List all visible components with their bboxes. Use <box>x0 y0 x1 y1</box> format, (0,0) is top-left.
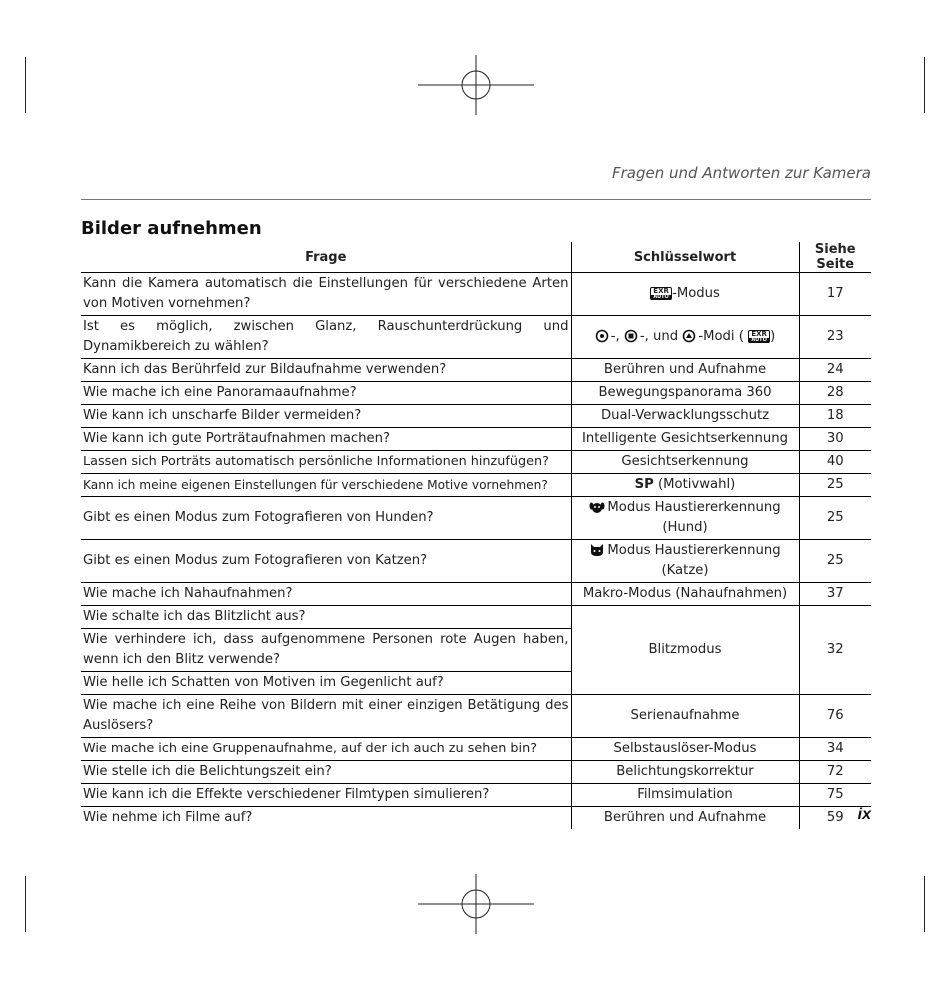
question-cell: Kann die Kamera automatisch die Einstellungen für verschiedene Arten von Motiven vornehmen? <box>81 273 571 316</box>
keyword-cell: Modus Haustiererkennung (Hund) <box>571 497 799 540</box>
page-cell: 18 <box>799 405 871 428</box>
keyword-cell: Berühren und Aufnahme <box>571 807 799 830</box>
exr-auto-icon: EXR AUTO <box>650 287 672 300</box>
question-cell: Wie stelle ich die Belichtungszeit ein? <box>81 761 571 784</box>
keyword-cell: Blitzmodus <box>571 606 799 695</box>
section-title: Bilder aufnehmen <box>81 218 262 239</box>
sp-label: SP <box>634 477 654 492</box>
table-row <box>81 784 871 807</box>
keyword-cell: Dual-Verwacklungsschutz <box>571 405 799 428</box>
resolution-mode-icon <box>595 329 609 343</box>
question-cell: Wie nehme ich Filme auf? <box>83 810 253 825</box>
page-cell: 25 <box>799 497 871 540</box>
page-cell: 23 <box>799 316 871 359</box>
table-row <box>81 474 871 497</box>
page-cell: 25 <box>799 540 871 583</box>
table-header-row <box>81 242 871 273</box>
table-row <box>81 451 871 474</box>
question-cell: Wie mache ich eine Panoramaaufnahme? <box>81 382 571 405</box>
crop-mark <box>25 57 26 113</box>
question-cell: Gibt es einen Modus zum Fotografieren von Katzen? <box>81 540 571 583</box>
question-cell: Wie verhindere ich, dass aufgenommene Personen rote Augen haben, wenn ich den Blitz verwende? <box>81 629 571 672</box>
noise-mode-icon <box>624 329 638 343</box>
registration-mark-icon <box>418 874 534 934</box>
page-cell: 40 <box>799 451 871 474</box>
table-row <box>81 382 871 405</box>
keyword-cell: -, -, und -Modi ( EXR AUTO ) <box>571 316 799 359</box>
page-cell: 24 <box>799 359 871 382</box>
table-row <box>81 540 871 583</box>
page-cell: 75 <box>799 784 871 807</box>
page-cell: 37 <box>799 583 871 606</box>
keyword-cell: Intelligente Gesichtserkennung <box>571 428 799 451</box>
question-cell: Lassen sich Porträts automatisch persönliche Informationen hinzufügen? <box>81 451 571 474</box>
question-cell: Ist es möglich, zwischen Glanz, Rauschunterdrückung und Dynamikbereich zu wählen? <box>81 316 571 359</box>
question-cell: Wie kann ich gute Porträtaufnahmen machen? <box>81 428 571 451</box>
header-rule <box>81 199 871 200</box>
table-row <box>81 316 871 359</box>
question-cell: Wie mache ich eine Gruppenaufnahme, auf der ich auch zu sehen bin? <box>81 738 571 761</box>
question-cell: Wie helle ich Schatten von Motiven im Gegenlicht auf? <box>81 672 571 695</box>
question-cell: Wie kann ich unscharfe Bilder vermeiden? <box>81 405 571 428</box>
table-row <box>81 761 871 784</box>
keyword-cell: Gesichtserkennung <box>571 451 799 474</box>
table-row <box>81 405 871 428</box>
table-row <box>81 428 871 451</box>
table-row <box>81 497 871 540</box>
column-header-page: Siehe Seite <box>799 242 871 273</box>
page-number: ix <box>857 806 871 823</box>
registration-mark-icon <box>418 55 534 115</box>
table-row <box>81 606 871 629</box>
page-cell: 34 <box>799 738 871 761</box>
question-cell: Wie kann ich die Effekte verschiedener Filmtypen simulieren? <box>81 784 571 807</box>
table-row <box>81 738 871 761</box>
table-row <box>81 807 871 830</box>
faq-table <box>81 242 871 829</box>
table-row <box>81 359 871 382</box>
keyword-cell: Modus Haustiererkennung (Katze) <box>571 540 799 583</box>
page-cell: 25 <box>799 474 871 497</box>
page-cell: 76 <box>799 695 871 738</box>
column-header-keyword: Schlüsselwort <box>571 242 799 273</box>
keyword-cell: SP (Motivwahl) <box>571 474 799 497</box>
page-cell: 28 <box>799 382 871 405</box>
page-cell: 32 <box>799 606 871 695</box>
cat-icon <box>589 543 605 557</box>
question-cell: Gibt es einen Modus zum Fotografieren von Hunden? <box>81 497 571 540</box>
dynamic-range-mode-icon <box>682 329 696 343</box>
crop-mark <box>25 876 26 932</box>
keyword-cell: EXR AUTO -Modus <box>571 273 799 316</box>
keyword-cell: Belichtungskorrektur <box>571 761 799 784</box>
table-row <box>81 695 871 738</box>
column-header-question: Frage <box>81 242 571 273</box>
table-row <box>81 583 871 606</box>
keyword-cell: Filmsimulation <box>571 784 799 807</box>
exr-auto-icon: EXR AUTO <box>748 330 770 343</box>
page-cell: 72 <box>799 761 871 784</box>
keyword-cell: Selbstauslöser-Modus <box>571 738 799 761</box>
question-cell: Wie mache ich eine Reihe von Bildern mit einer einzigen Betätigung des Auslösers? <box>81 695 571 738</box>
question-cell: Wie mache ich Nahaufnahmen? <box>81 583 571 606</box>
question-cell: Wie schalte ich das Blitzlicht aus? <box>81 606 571 629</box>
dog-icon <box>589 500 605 514</box>
keyword-cell: Berühren und Aufnahme <box>571 359 799 382</box>
running-head: Fragen und Antworten zur Kamera <box>612 164 871 182</box>
crop-mark <box>924 876 925 932</box>
question-cell: Kann ich meine eigenen Einstellungen für verschiedene Motive vornehmen? <box>81 474 571 497</box>
question-cell: Kann ich das Berührfeld zur Bildaufnahme verwenden? <box>81 359 571 382</box>
page-cell: 59 <box>799 807 871 830</box>
keyword-cell: Makro-Modus (Nahaufnahmen) <box>571 583 799 606</box>
keyword-cell: Bewegungspanorama 360 <box>571 382 799 405</box>
page-cell: 17 <box>799 273 871 316</box>
keyword-cell: Serienaufnahme <box>571 695 799 738</box>
crop-mark <box>924 57 925 113</box>
table-row <box>81 273 871 316</box>
page-cell: 30 <box>799 428 871 451</box>
